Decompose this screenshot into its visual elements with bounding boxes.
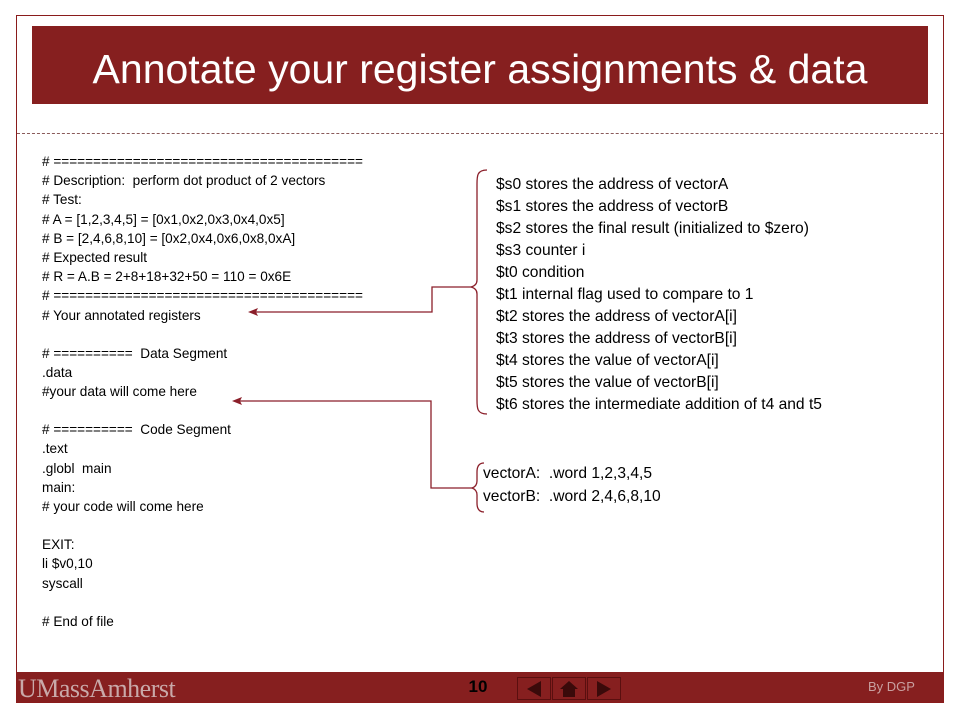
code-line: # ======================================= <box>42 288 363 304</box>
register-annotation: $t4 stores the value of vectorA[i] <box>496 352 719 369</box>
code-line: # Test: <box>42 192 82 208</box>
author-byline: By DGP <box>868 679 915 694</box>
blank-line <box>42 593 422 612</box>
triangle-right-icon <box>594 680 614 698</box>
code-line: li $v0,10 <box>42 556 93 572</box>
code-line: # ========== Code Segment <box>42 422 231 438</box>
register-annotation: $t2 stores the address of vectorA[i] <box>496 308 737 325</box>
code-line: # your code will come here <box>42 499 204 514</box>
prev-slide-button[interactable] <box>517 677 551 700</box>
code-line: EXIT: <box>42 537 75 553</box>
code-line: # R = A.B = 2+8+18+32+50 = 110 = 0x6E <box>42 269 292 285</box>
code-line: syscall <box>42 575 83 591</box>
slide-title: Annotate your register assignments & data <box>92 45 868 92</box>
data-annotations <box>483 462 661 508</box>
register-annotation: $t6 stores the intermediate addition of t4 and t5 <box>496 396 822 413</box>
page-number: 10 <box>468 677 488 696</box>
code-line: # ========== Data Segment <box>42 345 228 361</box>
code-line: .globl main <box>42 460 112 476</box>
register-annotation: $s0 stores the address of vectorA <box>496 176 729 193</box>
register-annotation: $s3 counter i <box>496 242 586 259</box>
code-line: # End of file <box>42 613 114 629</box>
code-line: # Description: perform dot product of 2 vectors <box>42 173 326 189</box>
blank-line <box>42 401 422 420</box>
dashed-divider <box>17 133 943 134</box>
register-annotation: $t5 stores the value of vectorB[i] <box>496 374 719 391</box>
code-line: # A = [1,2,3,4,5] = [0x1,0x2,0x3,0x4,0x5] <box>42 211 285 227</box>
data-declaration: vectorB: .word 2,4,6,8,10 <box>483 488 661 505</box>
register-annotation: $t3 stores the address of vectorB[i] <box>496 330 737 347</box>
register-annotation: $t0 condition <box>496 264 585 281</box>
code-line: # ======================================= <box>42 154 363 169</box>
code-line: # B = [2,4,6,8,10] = [0x2,0x4,0x6,0x8,0xA] <box>42 230 296 246</box>
umass-logo: UMassAmherst <box>18 674 176 703</box>
blank-line <box>42 516 422 535</box>
house-icon <box>559 680 579 698</box>
code-line: main: <box>42 479 76 495</box>
title-bar <box>32 26 928 104</box>
blank-line <box>42 325 422 344</box>
code-line: .text <box>42 441 68 457</box>
code-line: # Expected result <box>42 249 148 265</box>
code-line: .data <box>42 364 73 380</box>
code-listing <box>42 152 422 631</box>
data-declaration: vectorA: .word 1,2,3,4,5 <box>483 465 653 482</box>
code-line: # Your annotated registers <box>42 307 201 323</box>
triangle-left-icon <box>524 680 544 698</box>
register-annotation: $s2 stores the final result (initialized to $zero) <box>496 220 809 237</box>
code-line: #your data will come here <box>42 384 197 400</box>
next-slide-button[interactable] <box>587 677 621 700</box>
register-annotation: $s1 stores the address of vectorB <box>496 198 729 215</box>
register-annotations <box>496 174 822 416</box>
home-button[interactable] <box>552 677 586 700</box>
register-annotation: $t1 internal flag used to compare to 1 <box>496 286 754 303</box>
